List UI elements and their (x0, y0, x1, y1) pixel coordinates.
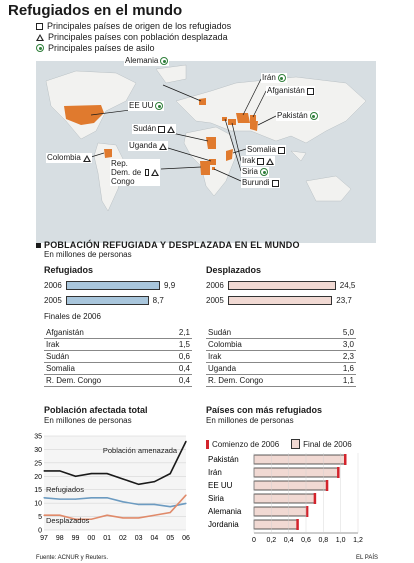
x-tick-label: 1,0 (335, 537, 346, 544)
marker-start-2006 (337, 467, 340, 478)
bar-category-label: Siria (208, 494, 225, 503)
colombia-shape (104, 149, 112, 158)
x-tick-label: 0,2 (266, 537, 277, 544)
x-tick-label: 05 (166, 535, 175, 542)
y-tick-label: 30 (34, 446, 42, 454)
triangle-icon (266, 158, 274, 165)
bar-chart-subtitle: En millones de personas (206, 416, 294, 425)
afghanistan-shape (250, 115, 256, 121)
map-label-somalia: Somalia (246, 145, 286, 155)
triangle-icon (36, 34, 44, 41)
data-point (154, 504, 155, 505)
bar-end-2006 (254, 520, 297, 529)
square-icon (278, 147, 285, 154)
triangle-icon (83, 155, 91, 162)
bar-end-2006 (254, 455, 345, 464)
brand-logo: EL PAÍS (356, 555, 379, 561)
x-tick-label: 04 (150, 535, 159, 542)
data-point (122, 517, 123, 518)
data-point (107, 473, 108, 474)
data-point (138, 504, 139, 505)
finales-desplazados-table (206, 327, 356, 387)
bar-swatch-icon (291, 439, 300, 449)
legend-asylum-label: Principales países de asilo (48, 43, 155, 53)
refugiados-row-2006: 2006 9,9 (44, 280, 176, 290)
map-label-eeuu: EE UU (128, 101, 164, 111)
line-chart-subtitle: En millones de personas (44, 416, 132, 425)
bar-category-label: EE UU (208, 481, 233, 490)
bar-end-2006 (254, 468, 338, 477)
bar-chart-title: Países con más refugiados (206, 405, 323, 415)
legend-origin-label: Principales países de origen de los refugiados (47, 21, 232, 31)
data-point (43, 497, 44, 498)
finales-heading: Finales de 2006 (44, 312, 101, 321)
data-point (59, 470, 60, 471)
x-tick-label: 03 (134, 535, 143, 542)
bar-refugiados-2006 (66, 281, 160, 290)
x-tick-label: 99 (71, 535, 80, 542)
bar-category-label: Irán (208, 468, 222, 477)
bar-end-2006 (254, 507, 307, 516)
x-tick-label: 06 (182, 535, 190, 542)
data-point (138, 517, 139, 518)
legend-displaced (36, 32, 228, 42)
x-tick-label: 00 (87, 535, 96, 542)
finales-refugiados-table (44, 327, 192, 387)
asylum-circle-icon (160, 57, 168, 65)
x-tick-label: 97 (40, 535, 48, 542)
data-point (122, 478, 123, 479)
x-tick-label: 0,8 (318, 537, 329, 544)
desplazados-bars (206, 279, 366, 306)
bar-category-label: Pakistán (208, 455, 239, 464)
data-point (170, 506, 171, 507)
square-icon (145, 169, 149, 176)
legend-asylum (36, 43, 155, 53)
legend-displaced-label: Principales países con población desplazada (48, 32, 228, 42)
table-row: Colombia 3,0 (208, 340, 354, 349)
data-point (75, 476, 76, 477)
table-row: R. Dem. Congo 1,1 (208, 376, 354, 385)
square-icon (307, 88, 314, 95)
world-map (36, 56, 376, 243)
marker-start-2006 (344, 454, 347, 465)
map-label-congo: Rep. Dem. de Congo (110, 159, 160, 186)
data-point (43, 515, 44, 516)
triangle-icon (151, 169, 159, 176)
asylum-circle-icon (155, 102, 163, 110)
world-map-svg (36, 61, 376, 243)
data-point (91, 519, 92, 520)
map-label-siria: Siria (241, 167, 269, 177)
y-tick-label: 15 (34, 487, 42, 495)
marker-start-2006 (314, 493, 317, 504)
square-icon (36, 23, 43, 30)
bar-end-2006 (254, 494, 315, 503)
data-point (91, 473, 92, 474)
refugiados-heading: Refugiados (44, 265, 94, 275)
y-tick-label: 5 (38, 514, 42, 522)
data-point (59, 499, 60, 500)
data-point (122, 501, 123, 502)
legend-origin (36, 21, 231, 31)
bar-category-label: Alemania (208, 507, 242, 516)
bar-refugiados-2005 (66, 296, 149, 305)
x-tick-label: 0,6 (301, 537, 311, 544)
data-point (170, 512, 171, 513)
map-label-pakistan: Pakistán (276, 111, 319, 121)
table-row: Sudán 0,6 (46, 352, 190, 361)
refugiados-row-2005: 2005 8,7 (44, 295, 164, 305)
data-point (154, 481, 155, 482)
x-tick-label: 98 (55, 535, 64, 542)
table-row: Irak 2,3 (208, 352, 354, 361)
y-tick-label: 0 (38, 527, 42, 535)
map-label-sudan: Sudán (132, 124, 176, 134)
series-label: Refugiados (46, 484, 84, 494)
map-label-afganistan: Afganistán (266, 86, 315, 96)
table-row: R. Dem. Congo 0,4 (46, 376, 190, 385)
table-row: Irak 1,5 (46, 340, 190, 349)
marker-start-2006 (296, 519, 299, 530)
data-point (170, 473, 171, 474)
square-icon (257, 158, 264, 165)
line-chart-title: Población afectada total (44, 405, 148, 415)
x-tick-label: 01 (103, 535, 112, 542)
series-label: Población amenazada (102, 445, 178, 455)
desplazados-heading: Desplazados (206, 265, 262, 275)
source-note: Fuente: ACNUR y Reuters. (36, 555, 109, 561)
uganda-shape (209, 159, 216, 165)
data-point (138, 484, 139, 485)
data-point (91, 497, 92, 498)
page-title: Refugiados en el mundo (8, 2, 183, 19)
refugiados-bars (44, 279, 192, 306)
bar-category-label: Jordania (208, 520, 239, 529)
triangle-icon (159, 143, 167, 150)
data-point (185, 503, 186, 504)
desplazados-row-2006: 2006 24,5 (206, 280, 356, 290)
germany-shape (199, 98, 206, 105)
asylum-circle-icon (36, 44, 44, 52)
bar-chart-legend (206, 439, 352, 449)
x-tick-label: 0,4 (283, 537, 294, 544)
bar-desplazados-2005 (228, 296, 332, 305)
marker-start-2006 (306, 506, 309, 517)
map-label-burundi: Burundi (241, 178, 280, 188)
map-label-colombia: Colombia (46, 153, 92, 163)
bullet-square-icon (36, 243, 41, 248)
congo-shape (200, 161, 210, 175)
y-tick-label: 20 (34, 473, 42, 481)
map-label-iran: Irán (261, 73, 287, 83)
data-point (43, 470, 44, 471)
data-point (185, 494, 186, 495)
desplazados-row-2005: 2005 23,7 (206, 295, 352, 305)
data-point (107, 515, 108, 516)
bar-chart (206, 451, 366, 551)
legend-end: Final de 2006 (291, 439, 351, 449)
map-label-uganda: Uganda (128, 141, 168, 151)
red-marker-icon (206, 440, 209, 449)
section-subtitle: En millones de personas (44, 250, 132, 259)
data-point (107, 497, 108, 498)
x-tick-label: 1,2 (353, 537, 363, 544)
section-title: POBLACIÓN REFUGIADA Y DESPLAZADA EN EL MUNDO (36, 240, 300, 250)
data-point (185, 441, 186, 442)
y-tick-label: 10 (34, 500, 42, 508)
asylum-circle-icon (260, 168, 268, 176)
y-tick-label: 25 (34, 460, 42, 468)
map-label-irak: Irak (241, 156, 275, 166)
bar-end-2006 (254, 481, 327, 490)
table-row: Afganistán 2,1 (46, 328, 190, 337)
y-tick-label: 35 (34, 433, 42, 441)
x-tick-label: 02 (118, 535, 127, 542)
square-icon (158, 126, 165, 133)
asylum-circle-icon (278, 74, 286, 82)
triangle-icon (167, 126, 175, 133)
syria-shape (222, 117, 227, 121)
marker-start-2006 (326, 480, 329, 491)
x-tick-label: 0 (252, 537, 256, 544)
data-point (154, 515, 155, 516)
table-row: Uganda 1,6 (208, 364, 354, 373)
legend-start: Comienzo de 2006 (206, 440, 279, 449)
series-label: Desplazados (46, 516, 90, 526)
asylum-circle-icon (310, 112, 318, 120)
table-row: Sudán 5,0 (208, 328, 354, 337)
table-row: Somalia 0,4 (46, 364, 190, 373)
square-icon (272, 180, 279, 187)
map-label-alemania: Alemania (124, 56, 169, 66)
line-chart (30, 428, 200, 550)
data-point (75, 499, 76, 500)
bar-desplazados-2006 (228, 281, 336, 290)
